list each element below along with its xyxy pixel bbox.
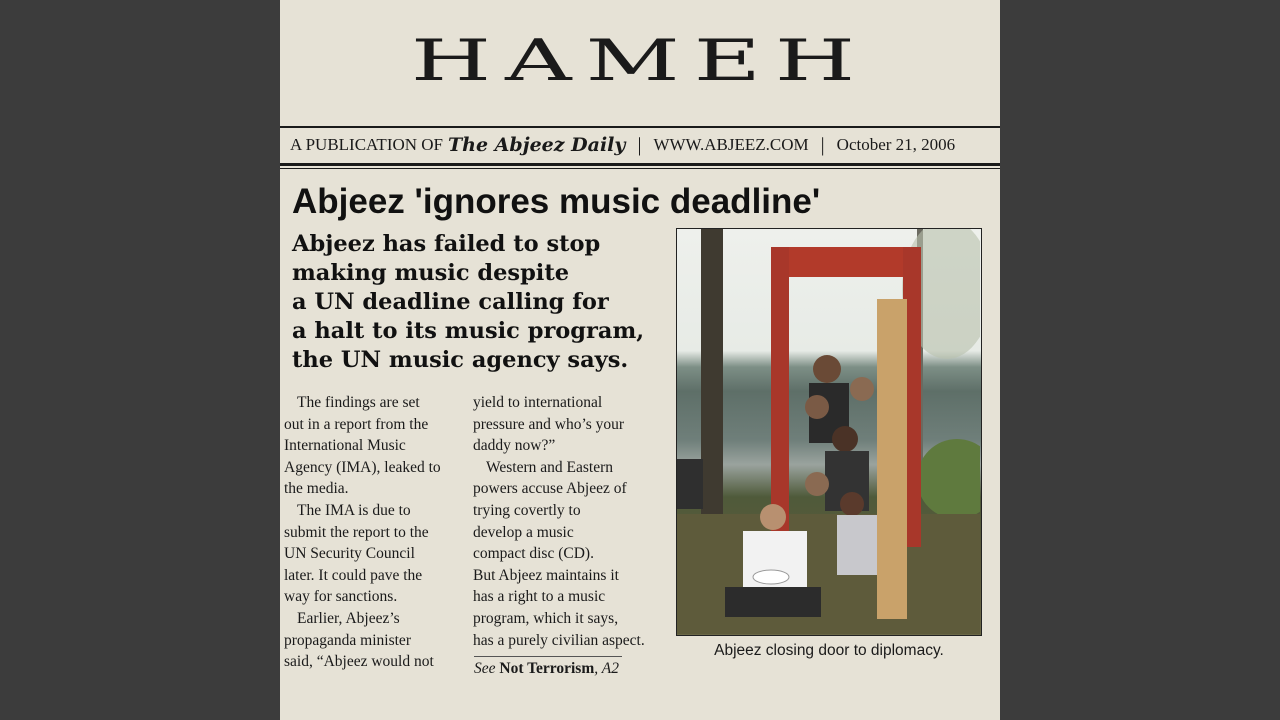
door-frame-top bbox=[771, 247, 921, 277]
person bbox=[805, 395, 829, 419]
person bbox=[760, 504, 786, 530]
headline: Abjeez 'ignores music deadline' bbox=[292, 182, 821, 221]
body-line: trying covertly to bbox=[473, 501, 581, 519]
body-line: has a purely civilian aspect. bbox=[473, 631, 645, 649]
body-line: propaganda minister bbox=[284, 631, 411, 649]
separator: | bbox=[820, 133, 825, 156]
person bbox=[837, 515, 877, 575]
plate bbox=[753, 570, 789, 584]
foliage bbox=[917, 439, 980, 519]
photo-illustration bbox=[677, 229, 980, 634]
masthead-rule bbox=[280, 126, 1000, 128]
deck bbox=[292, 230, 677, 375]
open-door bbox=[877, 299, 907, 619]
double-rule-top bbox=[280, 163, 1000, 166]
article-column-1 bbox=[284, 392, 464, 673]
body-line: out in a report from the bbox=[284, 415, 429, 433]
website-link[interactable]: WWW.ABJEEZ.COM bbox=[653, 135, 809, 154]
publication-prefix: A PUBLICATION OF bbox=[290, 135, 444, 154]
see-also-prefix: See bbox=[474, 660, 496, 677]
see-also-page: , A2 bbox=[594, 660, 619, 677]
deck-line: a halt to its music program, bbox=[292, 318, 645, 344]
deck-line: Abjeez has failed to stop bbox=[292, 231, 601, 257]
double-rule-bottom bbox=[280, 168, 1000, 169]
body-line: yield to international bbox=[473, 394, 603, 411]
body-line: develop a music bbox=[473, 523, 574, 541]
ground bbox=[677, 514, 980, 634]
see-also-title: Not Terrorism bbox=[499, 660, 595, 677]
body-line: the media. bbox=[284, 480, 349, 498]
see-also[interactable] bbox=[474, 660, 619, 678]
separator: | bbox=[637, 133, 642, 156]
body-line: pressure and who’s your bbox=[473, 415, 625, 433]
issue-date: October 21, 2006 bbox=[836, 135, 956, 154]
body-line: Western and Eastern bbox=[486, 458, 614, 476]
body-line: program, which it says, bbox=[473, 609, 619, 627]
body-line: UN Security Council bbox=[284, 545, 415, 563]
body-line: way for sanctions. bbox=[284, 588, 398, 606]
see-also-rule bbox=[474, 656, 622, 657]
body-line: has a right to a music bbox=[473, 588, 606, 606]
deck-line: making music despite bbox=[292, 260, 570, 286]
body-line: International Music bbox=[284, 437, 406, 455]
publication-bar bbox=[290, 130, 1000, 160]
person bbox=[805, 472, 829, 496]
body-line: The findings are set bbox=[297, 394, 420, 411]
person bbox=[813, 355, 841, 383]
tree-trunk bbox=[701, 229, 723, 529]
paper-name: The Abjeez Daily bbox=[448, 134, 626, 156]
deck-line: a UN deadline calling for bbox=[292, 289, 609, 315]
door-frame-left bbox=[771, 247, 789, 547]
body-line: But Abjeez maintains it bbox=[473, 566, 619, 584]
body-line: daddy now?” bbox=[473, 437, 556, 455]
masthead-title: HAMEH bbox=[410, 27, 870, 94]
body-line: powers accuse Abjeez of bbox=[473, 480, 627, 498]
person bbox=[840, 492, 864, 516]
person bbox=[850, 377, 874, 401]
body-line: Earlier, Abjeez’s bbox=[297, 609, 400, 627]
photo-caption: Abjeez closing door to diplomacy. bbox=[714, 642, 944, 659]
body-line: The IMA is due to bbox=[297, 501, 411, 519]
person bbox=[832, 426, 858, 452]
body-line: said, “Abjeez would not bbox=[284, 653, 434, 671]
person bbox=[677, 459, 703, 509]
newspaper-page bbox=[280, 0, 1000, 720]
body-line: Agency (IMA), leaked to bbox=[284, 458, 441, 476]
deck-line: the UN music agency says. bbox=[292, 347, 629, 373]
body-line: compact disc (CD). bbox=[473, 545, 594, 563]
article-column-2 bbox=[473, 392, 673, 651]
body-line: submit the report to the bbox=[284, 523, 429, 541]
article-photo bbox=[676, 228, 982, 636]
body-line: later. It could pave the bbox=[284, 566, 423, 584]
person bbox=[725, 587, 821, 617]
